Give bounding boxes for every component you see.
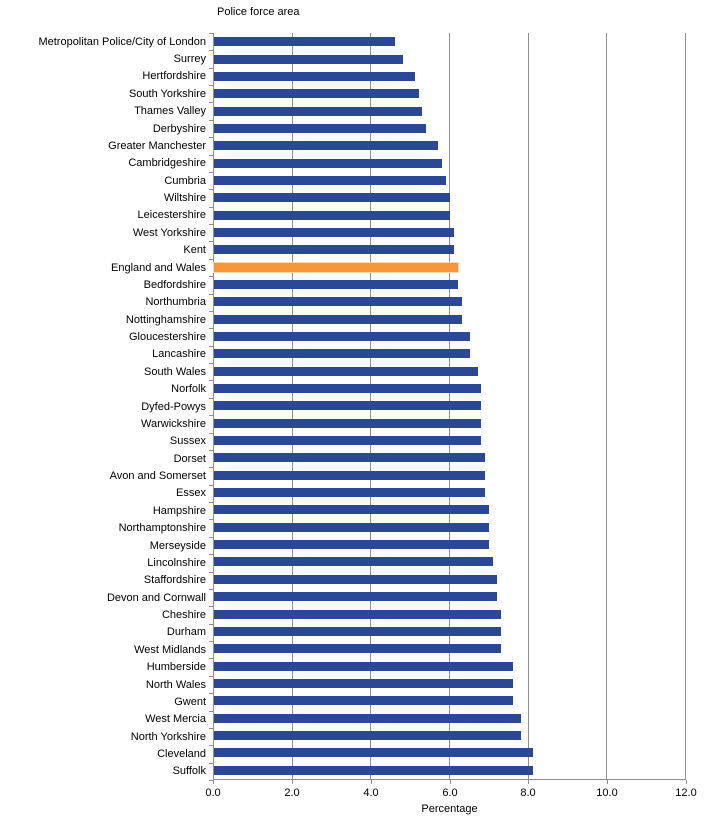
bar	[214, 315, 462, 324]
category-label: Greater Manchester	[108, 139, 206, 152]
bar	[214, 419, 481, 428]
bar-row	[214, 657, 686, 674]
category-tick	[209, 606, 213, 607]
bar	[214, 141, 438, 150]
bar-row	[214, 571, 686, 588]
category-tick	[209, 311, 213, 312]
category-label: Surrey	[173, 53, 206, 66]
bar	[214, 644, 501, 653]
bar	[214, 211, 450, 220]
category-tick	[209, 711, 213, 712]
bar	[214, 662, 513, 671]
category-label: Devon and Cornwall	[106, 591, 206, 604]
bar	[214, 280, 458, 289]
category-tick	[209, 276, 213, 277]
bar-row	[214, 380, 686, 397]
category-label: Merseyside	[149, 539, 206, 552]
bar-row	[214, 727, 686, 744]
chart-title: Police force area	[217, 6, 300, 18]
bar	[214, 592, 497, 601]
value-tick	[450, 780, 451, 784]
bar-row	[214, 397, 686, 414]
bar-row	[214, 258, 686, 275]
category-label: England and Wales	[111, 261, 206, 274]
value-tick	[371, 780, 372, 784]
bar	[214, 72, 415, 81]
category-tick	[209, 658, 213, 659]
bar	[214, 627, 501, 636]
bar	[214, 367, 478, 376]
bar-row	[214, 68, 686, 85]
bar-row	[214, 293, 686, 310]
bar-row	[214, 102, 686, 119]
bar-row	[214, 311, 686, 328]
bar-row	[214, 328, 686, 345]
bar-row	[214, 224, 686, 241]
category-tick	[209, 294, 213, 295]
bar	[214, 37, 395, 46]
value-tick	[213, 780, 214, 784]
highlighted-bar	[214, 263, 458, 272]
category-label: Gwent	[174, 695, 206, 708]
category-label: Kent	[183, 244, 206, 257]
category-tick	[209, 537, 213, 538]
value-tick-label: 8.0	[520, 787, 536, 799]
value-tick-label: 12.0	[675, 787, 697, 799]
category-tick	[209, 745, 213, 746]
category-label: North Wales	[145, 678, 206, 691]
bar	[214, 349, 470, 358]
category-tick	[209, 189, 213, 190]
category-label: Lincolnshire	[147, 556, 206, 569]
category-tick	[209, 519, 213, 520]
bar-rows	[214, 33, 686, 779]
category-label: Leicestershire	[137, 209, 206, 222]
category-label: Suffolk	[172, 765, 206, 778]
bar-row	[214, 536, 686, 553]
category-tick	[209, 763, 213, 764]
category-label: Sussex	[169, 435, 206, 448]
bar	[214, 696, 513, 705]
bar-row	[214, 501, 686, 518]
category-label: Durham	[166, 626, 206, 639]
bar-row	[214, 154, 686, 171]
category-axis-labels	[0, 33, 206, 780]
bar	[214, 89, 419, 98]
category-tick	[209, 450, 213, 451]
category-tick	[209, 224, 213, 225]
category-tick	[209, 676, 213, 677]
bar	[214, 107, 422, 116]
bar-row	[214, 449, 686, 466]
value-tick	[292, 780, 293, 784]
category-label: Humberside	[146, 661, 206, 674]
bar-row	[214, 432, 686, 449]
bar	[214, 159, 442, 168]
category-label: Lancashire	[152, 348, 206, 361]
category-tick	[209, 641, 213, 642]
category-label: North Yorkshire	[130, 730, 206, 743]
category-tick	[209, 467, 213, 468]
category-tick	[209, 68, 213, 69]
category-tick	[209, 363, 213, 364]
category-tick	[209, 589, 213, 590]
category-label: Dorset	[173, 452, 206, 465]
bar-row	[214, 189, 686, 206]
bar-row	[214, 467, 686, 484]
value-tick-label: 2.0	[284, 787, 300, 799]
value-tick	[607, 780, 608, 784]
bar	[214, 557, 493, 566]
category-tick	[209, 85, 213, 86]
bar-row	[214, 484, 686, 501]
bar-row	[214, 692, 686, 709]
category-label: Warwickshire	[141, 417, 206, 430]
bar	[214, 610, 501, 619]
bar	[214, 748, 533, 757]
bar-row	[214, 640, 686, 657]
bar	[214, 575, 497, 584]
category-tick	[209, 398, 213, 399]
category-label: Thames Valley	[134, 105, 206, 118]
category-label: Nottinghamshire	[125, 313, 206, 326]
category-label: Cheshire	[161, 609, 206, 622]
bar-row	[214, 345, 686, 362]
bar	[214, 523, 489, 532]
category-label: Hampshire	[152, 504, 206, 517]
category-label: Derbyshire	[152, 122, 206, 135]
value-tick-label: 6.0	[442, 787, 458, 799]
category-label: Cambridgeshire	[128, 157, 206, 170]
value-tick	[686, 780, 687, 784]
category-label: Metropolitan Police/City of London	[38, 35, 206, 48]
bar	[214, 332, 470, 341]
category-tick	[209, 50, 213, 51]
bar-row	[214, 553, 686, 570]
bar	[214, 488, 485, 497]
bar	[214, 384, 481, 393]
category-label: Avon and Somerset	[109, 470, 206, 483]
bar-row	[214, 241, 686, 258]
category-tick	[209, 259, 213, 260]
value-tick	[528, 780, 529, 784]
bar-row	[214, 172, 686, 189]
bar	[214, 55, 403, 64]
category-label: Dyfed-Powys	[141, 400, 206, 413]
bar-row	[214, 85, 686, 102]
bar-row	[214, 33, 686, 50]
category-tick	[209, 728, 213, 729]
bar	[214, 193, 450, 202]
bar	[214, 228, 454, 237]
bar-row	[214, 206, 686, 223]
category-label: Wiltshire	[163, 192, 206, 205]
bar	[214, 471, 485, 480]
category-tick	[209, 554, 213, 555]
bar	[214, 401, 481, 410]
bar	[214, 436, 481, 445]
category-label: West Mercia	[145, 713, 206, 726]
category-tick	[209, 328, 213, 329]
category-tick	[209, 415, 213, 416]
category-tick	[209, 241, 213, 242]
bar-row	[214, 761, 686, 778]
bar	[214, 714, 521, 723]
category-label: West Yorkshire	[132, 226, 206, 239]
value-tick-label: 4.0	[363, 787, 379, 799]
bar-row	[214, 675, 686, 692]
category-tick	[209, 380, 213, 381]
category-tick	[209, 502, 213, 503]
category-tick	[209, 693, 213, 694]
value-tick-label: 10.0	[596, 787, 618, 799]
bar-row	[214, 415, 686, 432]
category-label: Norfolk	[171, 383, 206, 396]
category-label: South Yorkshire	[128, 87, 206, 100]
category-label: West Midlands	[134, 643, 206, 656]
category-tick	[209, 33, 213, 34]
category-tick	[209, 346, 213, 347]
bar-row	[214, 137, 686, 154]
category-tick	[209, 120, 213, 121]
bar	[214, 679, 513, 688]
bar	[214, 453, 485, 462]
category-label: South Wales	[144, 365, 206, 378]
bar-row	[214, 50, 686, 67]
bar-row	[214, 605, 686, 622]
category-label: Cumbria	[164, 174, 206, 187]
bar	[214, 124, 426, 133]
category-label: Bedfordshire	[143, 278, 206, 291]
category-tick	[209, 433, 213, 434]
category-label: Northumbria	[145, 296, 206, 309]
category-tick	[209, 624, 213, 625]
bar-row	[214, 744, 686, 761]
category-tick	[209, 207, 213, 208]
bar	[214, 540, 489, 549]
bar-row	[214, 519, 686, 536]
category-label: Gloucestershire	[128, 331, 206, 344]
bar-row	[214, 276, 686, 293]
bar-row	[214, 709, 686, 726]
category-label: Staffordshire	[143, 574, 206, 587]
bar	[214, 176, 446, 185]
category-tick	[209, 572, 213, 573]
category-tick	[209, 137, 213, 138]
bar-row	[214, 120, 686, 137]
category-tick	[209, 102, 213, 103]
value-tick-label: 0.0	[205, 787, 221, 799]
category-label: Cleveland	[157, 748, 206, 761]
plot-area	[213, 33, 686, 780]
category-tick	[209, 485, 213, 486]
category-label: Hertfordshire	[142, 70, 206, 83]
bar-row	[214, 588, 686, 605]
bar	[214, 297, 462, 306]
bar-row	[214, 623, 686, 640]
bar	[214, 766, 533, 775]
category-label: Northamptonshire	[118, 522, 206, 535]
x-axis-title: Percentage	[421, 803, 478, 815]
bar	[214, 505, 489, 514]
category-tick	[209, 172, 213, 173]
bar	[214, 731, 521, 740]
category-label: Essex	[176, 487, 206, 500]
bar	[214, 245, 454, 254]
bar-row	[214, 363, 686, 380]
category-tick	[209, 155, 213, 156]
